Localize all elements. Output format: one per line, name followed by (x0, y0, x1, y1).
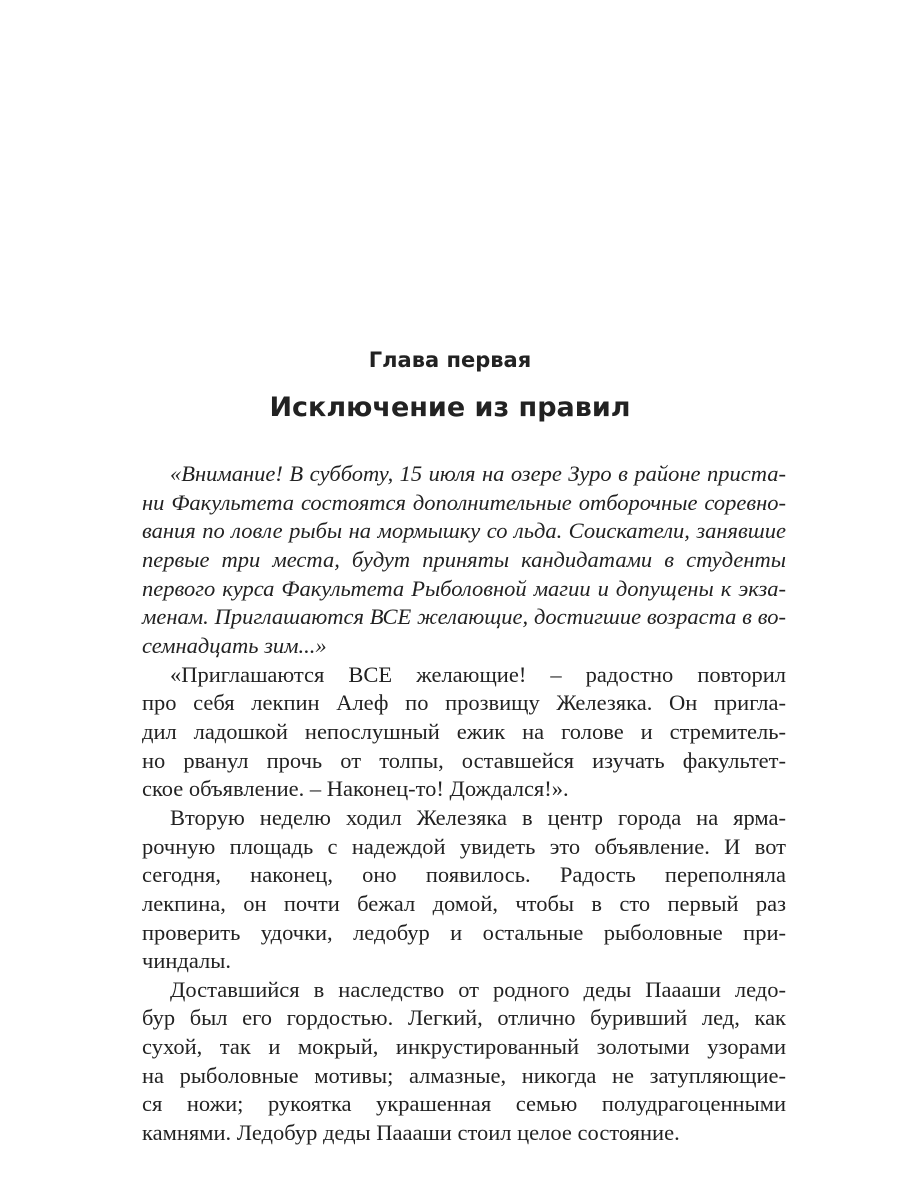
text-line: сухой, так и мокрый, инкрустированный золотыми узорами (142, 1034, 786, 1060)
text-line: первого курса Факультета Рыболовной магии и допущены к экза- (142, 575, 786, 601)
text-line: дил ладошкой непослушный ежик на голове и стремитель- (142, 718, 786, 744)
body-text (142, 460, 786, 1148)
text-line: но рванул прочь от толпы, оставшейся изучать факультет- (142, 747, 786, 773)
paragraph (142, 661, 786, 804)
text-line: рочную площадь с надеждой увидеть это объявление. И вот (142, 833, 786, 859)
text-line: вания по ловле рыбы на мормышку со льда. Соискатели, занявшие (142, 518, 786, 544)
text-line: бур был его гордостью. Легкий, отлично буривший лед, как (142, 1005, 786, 1031)
text-line: менам. Приглашаются ВСЕ желающие, достигшие возраста в во- (142, 604, 786, 630)
text-line: сегодня, наконец, оно появилось. Радость переполняла (142, 862, 786, 888)
paragraph (142, 976, 786, 1148)
text-line: семнадцать зим...» (142, 632, 327, 658)
paragraph (142, 460, 786, 661)
text-line: ся ножи; рукоятка украшенная семью полудрагоценными (142, 1091, 786, 1117)
chapter-title: Исключение из правил (269, 392, 631, 423)
text-line: ское объявление. – Наконец-то! Дождался!». (142, 776, 569, 802)
paragraph (142, 804, 786, 976)
text-line: «Внимание! В субботу, 15 июля на озере Зуро в районе приста- (170, 461, 786, 486)
text-line: лекпина, он почти бежал домой, чтобы в сто первый раз (142, 890, 786, 916)
text-line: на рыболовные мотивы; алмазные, никогда не затупляющие- (142, 1062, 786, 1088)
chapter-label: Глава первая (368, 348, 532, 372)
text-line: камнями. Ледобур деды Паааши стоил целое состояние. (142, 1120, 680, 1146)
text-line: про себя лекпин Алеф по прозвищу Железяка. Он пригла- (142, 690, 786, 716)
text-line: Вторую неделю ходил Железяка в центр города на ярма- (170, 804, 786, 830)
text-line: ни Факультета состоятся дополнительные отборочные соревно- (142, 489, 786, 515)
text-line: первые три места, будут приняты кандидатами в студенты (142, 546, 786, 572)
text-line: чиндалы. (142, 948, 232, 974)
text-line: «Приглашаются ВСЕ желающие! – радостно повторил (170, 661, 786, 687)
text-line: Доставшийся в наследство от родного деды Паааши ледо- (170, 976, 786, 1002)
text-line: проверить удочки, ледобур и остальные рыболовные при- (142, 919, 786, 945)
